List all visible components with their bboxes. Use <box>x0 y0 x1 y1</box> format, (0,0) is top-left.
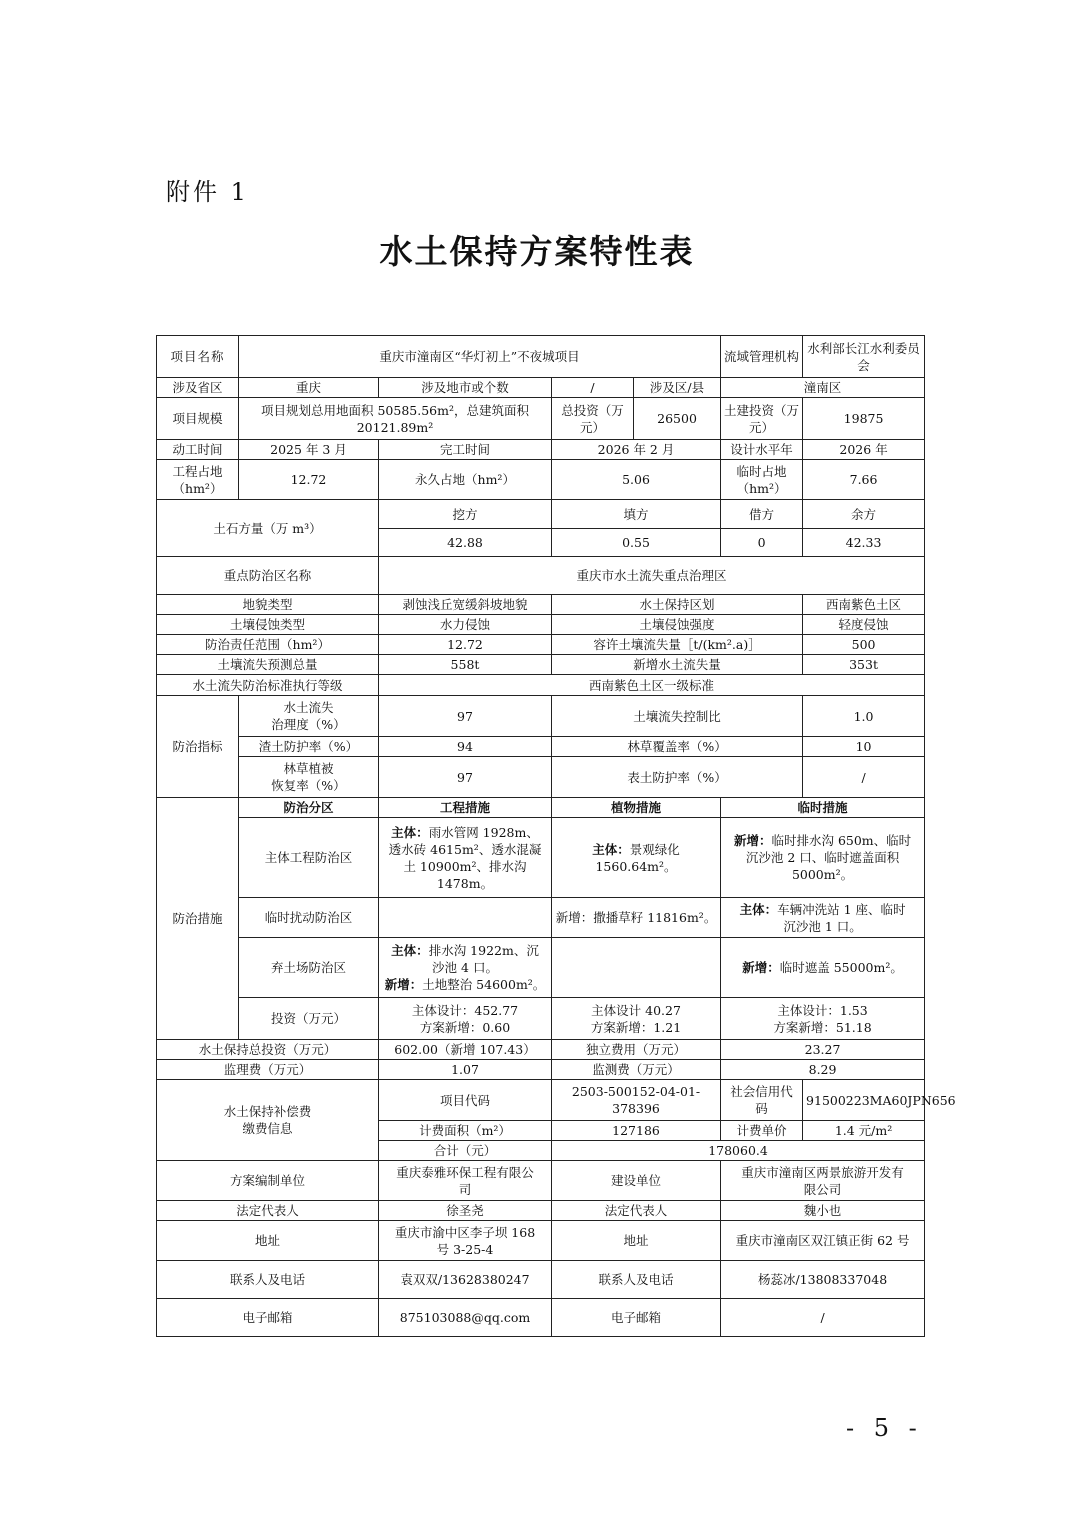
empty-cell <box>379 898 552 938</box>
table-row <box>157 615 925 635</box>
tmp-temp-measures <box>721 898 925 938</box>
value-cell: 重庆 <box>239 378 379 398</box>
label-cell: 总投资（万元） <box>552 398 634 440</box>
label-cell <box>721 1080 803 1121</box>
text-line: 司 <box>458 1181 472 1197</box>
value-cell: 10 <box>803 737 925 757</box>
text-line: 方案新增：51.18 <box>773 1019 872 1035</box>
text-line: 治理度（%） <box>271 717 346 732</box>
text-line: 透水砖 4615m²、透水混凝 <box>388 841 542 857</box>
label-cell: 防治指标 <box>157 696 239 798</box>
label-cell: 容许土壤流失量［t/(km².a)］ <box>552 635 803 655</box>
label-cell: 监理费（万元） <box>157 1060 379 1080</box>
value-cell: 97 <box>379 757 552 798</box>
value-cell: 1.07 <box>379 1060 552 1080</box>
text-line: 主体设计：1.53 <box>777 1002 868 1018</box>
value-cell: 2026 年 <box>803 440 925 460</box>
label-cell: 主体工程防治区 <box>239 818 379 898</box>
header-cell: 挖方 <box>379 500 552 529</box>
text-line: 2503-500152-04-01- <box>571 1084 701 1099</box>
table-row <box>157 798 925 818</box>
text-line: 项目规划总用地面积 50585.56m²，总建筑面积 <box>261 402 529 418</box>
label-cell: 法定代表人 <box>552 1201 721 1221</box>
value-cell: 42.33 <box>803 529 925 557</box>
tmp-plant-measures: 新增：撒播草籽 11816m²。 <box>552 898 721 938</box>
text-line: 方案新增：0.60 <box>419 1019 511 1035</box>
label-cell: 土建投资（万元） <box>721 398 803 440</box>
label-cell: 计费面积（m²） <box>379 1121 552 1141</box>
header-cell: 防治分区 <box>239 798 379 818</box>
table-row <box>157 655 925 675</box>
label-cell: 联系人及电话 <box>157 1261 379 1299</box>
label-cell: 动工时间 <box>157 440 239 460</box>
label-cell: 方案编制单位 <box>157 1161 379 1201</box>
label-cell <box>239 757 379 798</box>
table-row <box>157 500 925 529</box>
table-row <box>157 675 925 696</box>
header-cell: 借方 <box>721 500 803 529</box>
value-cell: / <box>721 1299 925 1337</box>
text-line: 沉沙池 1 口。 <box>783 918 862 934</box>
header-cell: 工程措施 <box>379 798 552 818</box>
table-row <box>157 1161 925 1201</box>
text-line: 1478m。 <box>436 875 494 891</box>
label-cell: 电子邮箱 <box>157 1299 379 1337</box>
table-row <box>157 557 925 595</box>
table-row <box>157 998 925 1040</box>
text-line: 方案新增：1.21 <box>590 1019 682 1035</box>
value-cell: 12.72 <box>239 460 379 500</box>
value-cell: 2026 年 2 月 <box>552 440 721 460</box>
table-row <box>157 398 925 440</box>
value-cell: 0.55 <box>552 529 721 557</box>
table-row <box>157 1060 925 1080</box>
label-cell: 水土流失防治标准执行等级 <box>157 675 379 696</box>
table-row <box>157 336 925 378</box>
table-row <box>157 737 925 757</box>
text-line: 限公司 <box>803 1181 842 1197</box>
text-line: 水土流失 <box>283 700 334 715</box>
table-row <box>157 938 925 998</box>
value-cell <box>552 998 721 1040</box>
label-cell: 表土防护率（%） <box>552 757 803 798</box>
label-cell: 地貌类型 <box>157 595 379 615</box>
table-row <box>157 1040 925 1060</box>
label-cell: 项目规模 <box>157 398 239 440</box>
table-row <box>157 696 925 737</box>
project-scale <box>239 398 552 440</box>
value-cell: 558t <box>379 655 552 675</box>
table-row <box>157 1201 925 1221</box>
spoil-eng-measures <box>379 938 552 998</box>
value-cell: 袁双双/13628380247 <box>379 1261 552 1299</box>
value-cell: 8.29 <box>721 1060 925 1080</box>
value-cell: 1.4 元/m² <box>803 1121 925 1141</box>
value-cell: 西南紫色土区一级标准 <box>379 675 925 696</box>
label-cell: 土壤流失控制比 <box>552 696 803 737</box>
table-row <box>157 1221 925 1261</box>
header-cell: 填方 <box>552 500 721 529</box>
table-row <box>157 757 925 798</box>
label-cell: 新增水土流失量 <box>552 655 803 675</box>
text-line: 沙池 4 口。 <box>432 960 498 975</box>
header-cell: 植物措施 <box>552 798 721 818</box>
text-line: 主体设计：452.77 <box>411 1002 519 1018</box>
text-line: 社会信用代 <box>730 1084 793 1099</box>
value-cell: 12.72 <box>379 635 552 655</box>
empty-cell <box>552 938 721 998</box>
table-row <box>157 595 925 615</box>
label-cell: 独立费用（万元） <box>552 1040 721 1060</box>
value-cell: 剥蚀浅丘宽缓斜坡地貌 <box>379 595 552 615</box>
table-row <box>157 898 925 938</box>
value-cell: / <box>803 757 925 798</box>
text-line: 恢复率（%） <box>271 778 346 793</box>
annex-label: 附件 1 <box>166 178 249 206</box>
label-cell: 完工时间 <box>379 440 552 460</box>
table-row <box>157 635 925 655</box>
value-cell: 42.88 <box>379 529 552 557</box>
text-line: 20121.89m² <box>356 419 434 435</box>
value-cell <box>379 1221 552 1261</box>
value-cell: 94 <box>379 737 552 757</box>
text-line: 主体：排水沟 1922m、沉 <box>391 943 539 958</box>
value-cell: 353t <box>803 655 925 675</box>
value-cell: 徐圣尧 <box>379 1201 552 1221</box>
value-cell: / <box>552 378 634 398</box>
label-cell: 电子邮箱 <box>552 1299 721 1337</box>
table-row <box>157 378 925 398</box>
text-line: 码 <box>755 1101 768 1116</box>
main-plant-measures <box>552 818 721 898</box>
label-cell: 土壤流失预测总量 <box>157 655 379 675</box>
label-cell: 项目代码 <box>379 1080 552 1121</box>
label-cell: 建设单位 <box>552 1161 721 1201</box>
value-cell: 19875 <box>803 398 925 440</box>
label-cell: 计费单价 <box>721 1121 803 1141</box>
label-cell: 合计（元） <box>379 1141 552 1161</box>
table-row <box>157 818 925 898</box>
page-title: 水土保持方案特性表 <box>379 232 695 271</box>
value-cell: 西南紫色土区 <box>803 595 925 615</box>
characteristics-table <box>156 335 956 1337</box>
label-cell: 渣土防护率（%） <box>239 737 379 757</box>
project-name: 重庆市潼南区“华灯初上”不夜城项目 <box>239 336 721 378</box>
label-cell: 投资（万元） <box>239 998 379 1040</box>
value-cell: 重庆市水土流失重点治理区 <box>379 557 925 595</box>
table-row <box>157 1261 925 1299</box>
value-cell: 602.00（新增 107.43） <box>379 1040 552 1060</box>
label-cell: 涉及区/县 <box>634 378 721 398</box>
label-cell: 重点防治区名称 <box>157 557 379 595</box>
text-line: 新增：临时排水沟 650m、临时 <box>733 833 912 848</box>
label-cell: 防治措施 <box>157 798 239 1040</box>
table-row <box>157 1299 925 1337</box>
text-line: 土 10900m²、排水沟 <box>403 858 527 874</box>
label-cell: 土壤侵蚀强度 <box>552 615 803 635</box>
value-cell: 5.06 <box>552 460 721 500</box>
text-line: 主体设计 40.27 <box>591 1002 681 1018</box>
table-row <box>157 1080 925 1121</box>
header-cell: 临时措施 <box>721 798 925 818</box>
label-cell: 永久占地（hm²） <box>379 460 552 500</box>
text-line: 缴费信息 <box>242 1121 293 1136</box>
value-cell <box>379 998 552 1040</box>
value-cell: 杨蕊冰/13808337048 <box>721 1261 925 1299</box>
page-number: - 5 - <box>846 1414 923 1442</box>
text-line: 沉沙池 2 口、临时遮盖面积 <box>745 850 900 865</box>
label-cell: 涉及地市或个数 <box>379 378 552 398</box>
label-cell: 监测费（万元） <box>552 1060 721 1080</box>
table-row <box>157 440 925 460</box>
table-row <box>157 460 925 500</box>
value-cell: 23.27 <box>721 1040 925 1060</box>
text-line: 号 3-25-4 <box>436 1241 494 1257</box>
label-cell: 弃土场防治区 <box>239 938 379 998</box>
value-cell: 500 <box>803 635 925 655</box>
text-line: 5000m²。 <box>791 867 854 882</box>
text-line: 重庆市渝中区李子坝 168 <box>394 1224 536 1240</box>
label-cell: 临时扰动防治区 <box>239 898 379 938</box>
header-cell: 余方 <box>803 500 925 529</box>
value-cell: 97 <box>379 696 552 737</box>
value-cell: 2025 年 3 月 <box>239 440 379 460</box>
value-cell: 91500223MA60JPN656 <box>803 1080 925 1121</box>
main-eng-measures <box>379 818 552 898</box>
label-cell: 防治责任范围（hm²） <box>157 635 379 655</box>
label-cell: 项目名称 <box>157 336 239 378</box>
value-cell: 7.66 <box>803 460 925 500</box>
value-cell: 重庆市潼南区双江镇正街 62 号 <box>721 1221 925 1261</box>
label-cell: 联系人及电话 <box>552 1261 721 1299</box>
text-line: 主体：车辆冲洗站 1 座、临时 <box>739 901 906 917</box>
spoil-temp-measures: 新增：临时遮盖 55000m²。 <box>721 938 925 998</box>
value-cell: 127186 <box>552 1121 721 1141</box>
value-cell: 178060.4 <box>552 1141 925 1161</box>
value-cell <box>721 998 925 1040</box>
text-line: 重庆泰雅环保工程有限公 <box>396 1164 534 1180</box>
value-cell: 轻度侵蚀 <box>803 615 925 635</box>
value-cell: 潼南区 <box>721 378 925 398</box>
value-cell: 26500 <box>634 398 721 440</box>
label-cell <box>157 1080 379 1161</box>
value-cell: 水力侵蚀 <box>379 615 552 635</box>
value-cell: 875103088@qq.com <box>379 1299 552 1337</box>
label-cell: 林草覆盖率（%） <box>552 737 803 757</box>
label-cell: 水土保持总投资（万元） <box>157 1040 379 1060</box>
value-cell <box>552 1080 721 1121</box>
label-cell: 土石方量（万 m³） <box>157 500 379 557</box>
label-cell: 地址 <box>552 1221 721 1261</box>
label-cell: 设计水平年 <box>721 440 803 460</box>
text-line: 主体：景观绿化 <box>592 841 680 857</box>
value-cell: 魏小也 <box>721 1201 925 1221</box>
text-line: 林草植被 <box>283 761 334 776</box>
text-line: 1560.64m²。 <box>595 858 677 874</box>
label-cell: 流域管理机构 <box>721 336 803 378</box>
value-cell <box>379 1161 552 1201</box>
label-cell: 临时占地（hm²） <box>721 460 803 500</box>
value-cell <box>721 1161 925 1201</box>
text-line: 重庆市潼南区两景旅游开发有 <box>741 1164 904 1180</box>
label-cell: 工程占地（hm²） <box>157 460 239 500</box>
label-cell <box>239 696 379 737</box>
label-cell: 涉及省区 <box>157 378 239 398</box>
text-line: 水土保持补偿费 <box>223 1104 312 1119</box>
value-cell: 1.0 <box>803 696 925 737</box>
text-line: 新增：土地整治 54600m²。 <box>384 977 546 992</box>
text-line: 主体：雨水管网 1928m、 <box>391 824 539 840</box>
label-cell: 地址 <box>157 1221 379 1261</box>
label-cell: 土壤侵蚀类型 <box>157 615 379 635</box>
label-cell: 法定代表人 <box>157 1201 379 1221</box>
value-cell: 0 <box>721 529 803 557</box>
text-line: 378396 <box>612 1101 660 1116</box>
main-temp-measures <box>721 818 925 898</box>
label-cell: 水土保持区划 <box>552 595 803 615</box>
basin-agency: 水利部长江水利委员会 <box>803 336 925 378</box>
